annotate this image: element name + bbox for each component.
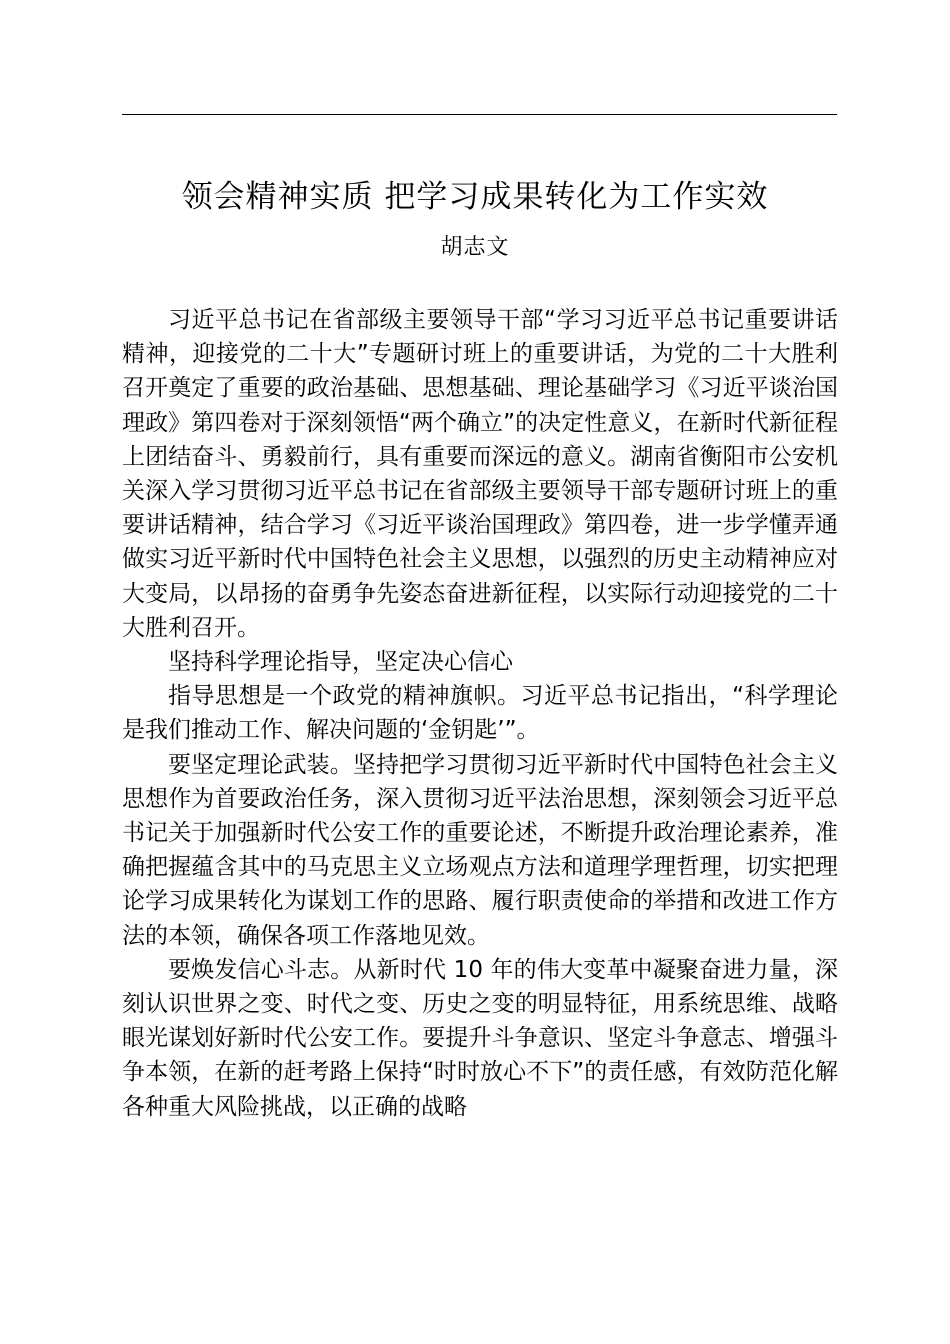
- paragraph: 要焕发信心斗志。从新时代 10 年的伟大变革中凝聚奋进力量，深刻认识世界之变、时代之变、历史之变的明显特征，用系统思维、战略眼光谋划好新时代公安工作。要提升斗争意识、坚定斗争意志、增强斗争本领，在新的赶考路上保持“时时放心不下”的责任感，有效防范化解各种重大风险挑战，以正确的战略: [122, 956, 838, 1120]
- header-rule: [122, 114, 837, 115]
- author-name: 胡志文: [440, 235, 510, 260]
- paragraph-intro: 习近平总书记在省部级主要领导干部“学习习近平总书记重要讲话精神，迎接党的二十大”专题研讨班上的重要讲话，为党的二十大胜利召开奠定了重要的政治基础、思想基础、理论基础学习《习近平谈治国理政》第四卷对于深刻领悟“两个确立”的决定性意义，在新时代新征程上团结奋斗、勇毅前行，具有重要而深远的意义。湖南省衡阳市公安机关深入学习贯彻习近平总书记在省部级主要领导干部专题研讨班上的重要讲话精神，结合学习《习近平谈治国理政》第四卷，进一步学懂弄通做实习近平新时代中国特色社会主义思想，以强烈的历史主动精神应对大变局，以昂扬的奋勇争先姿态奋进新征程，以实际行动迎接党的二十大胜利召开。: [122, 307, 838, 641]
- article-body: [122, 303, 838, 1124]
- section-heading: 坚持科学理论指导，坚定决心信心: [168, 649, 513, 676]
- document-title: 领会精神实质 把学习成果转化为工作实效: [181, 179, 769, 215]
- paragraph: 指导思想是一个政党的精神旗帜。习近平总书记指出，“科学理论是我们推动工作、解决问题的‘金钥匙’”。: [122, 683, 838, 744]
- paragraph: 要坚定理论武装。坚持把学习贯彻习近平新时代中国特色社会主义思想作为首要政治任务，深入贯彻习近平法治思想，深刻领会习近平总书记关于加强新时代公安工作的重要论述，不断提升政治理论素养，准确把握蕴含其中的马克思主义立场观点方法和道理学理哲理，切实把理论学习成果转化为谋划工作的思路、履行职责使命的举措和改进工作方法的本领，确保各项工作落地见效。: [122, 751, 838, 949]
